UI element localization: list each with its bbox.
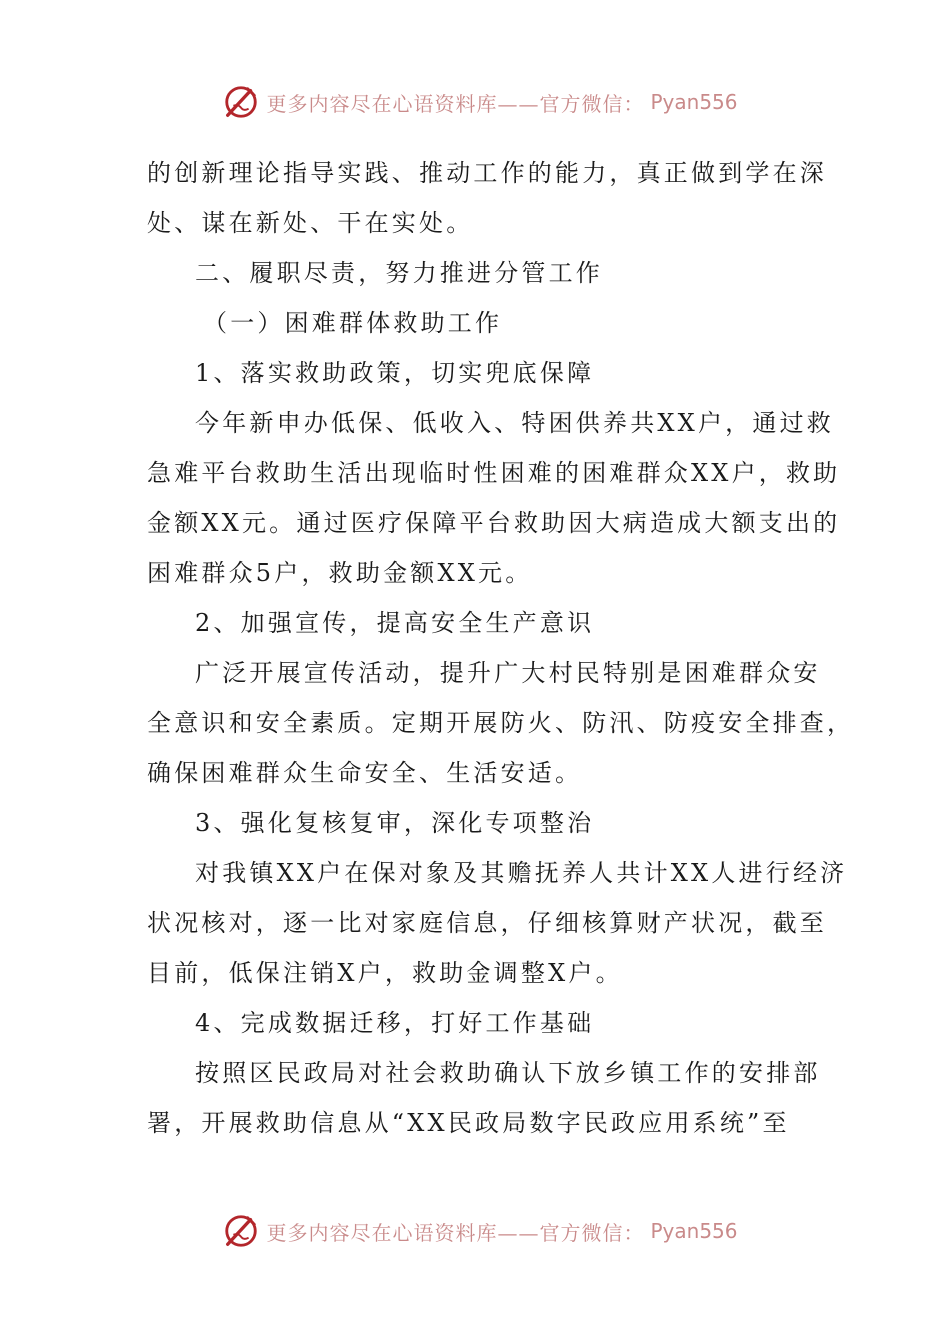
banner-content (212, 1212, 737, 1250)
paragraph-line: 困难群众5户，救助金额XX元。 (147, 559, 533, 587)
paragraph-line: 金额XX元。通过医疗保障平台救助因大病造成大额支出的 (147, 509, 841, 537)
paragraph-line: 广泛开展宣传活动，提升广大村民特别是困难群众安 (195, 659, 821, 687)
banner-wechat-id: Pyan556 (650, 90, 738, 114)
subsection-heading: （一）困难群体救助工作 (203, 309, 503, 337)
section-heading: 二、履职尽责，努力推进分管工作 (195, 259, 603, 287)
paragraph-line: 的创新理论指导实践、推动工作的能力，真正做到学在深 (147, 159, 827, 187)
pen-logo-icon (222, 83, 260, 121)
document-body (147, 148, 855, 1148)
banner-text: 更多内容尽在心语资料库——官方微信： (266, 91, 645, 116)
footer-banner (0, 1209, 950, 1253)
item-heading: 4、完成数据迁移，打好工作基础 (195, 1009, 595, 1037)
banner-text: 更多内容尽在心语资料库——官方微信： (266, 1220, 645, 1245)
banner-content (212, 83, 737, 121)
paragraph-line: 今年新申办低保、低收入、特困供养共XX户，通过救 (195, 409, 834, 437)
item-heading: 2、加强宣传，提高安全生产意识 (195, 609, 595, 637)
paragraph-line: 处、谋在新处、干在实处。 (147, 209, 474, 237)
banner-wechat-id: Pyan556 (650, 1219, 738, 1243)
header-banner (0, 80, 950, 124)
paragraph-line: 确保困难群众生命安全、生活安适。 (147, 759, 583, 787)
paragraph-line: 署，开展救助信息从“XX民政局数字民政应用系统”至 (147, 1109, 790, 1137)
item-heading: 3、强化复核复审，深化专项整治 (195, 809, 595, 837)
pen-logo-icon (222, 1212, 260, 1250)
item-heading: 1、落实救助政策，切实兜底保障 (195, 359, 595, 387)
paragraph-line: 急难平台救助生活出现临时性困难的困难群众XX户，救助 (147, 459, 841, 487)
paragraph-line: 按照区民政局对社会救助确认下放乡镇工作的安排部 (195, 1059, 821, 1087)
paragraph-line: 对我镇XX户在保对象及其赡抚养人共计XX人进行经济 (195, 859, 848, 887)
paragraph-line: 目前，低保注销X户，救助金调整X户。 (147, 959, 623, 987)
paragraph-line: 全意识和安全素质。定期开展防火、防汛、防疫安全排查， (147, 709, 855, 737)
paragraph-line: 状况核对，逐一比对家庭信息，仔细核算财产状况，截至 (147, 909, 827, 937)
